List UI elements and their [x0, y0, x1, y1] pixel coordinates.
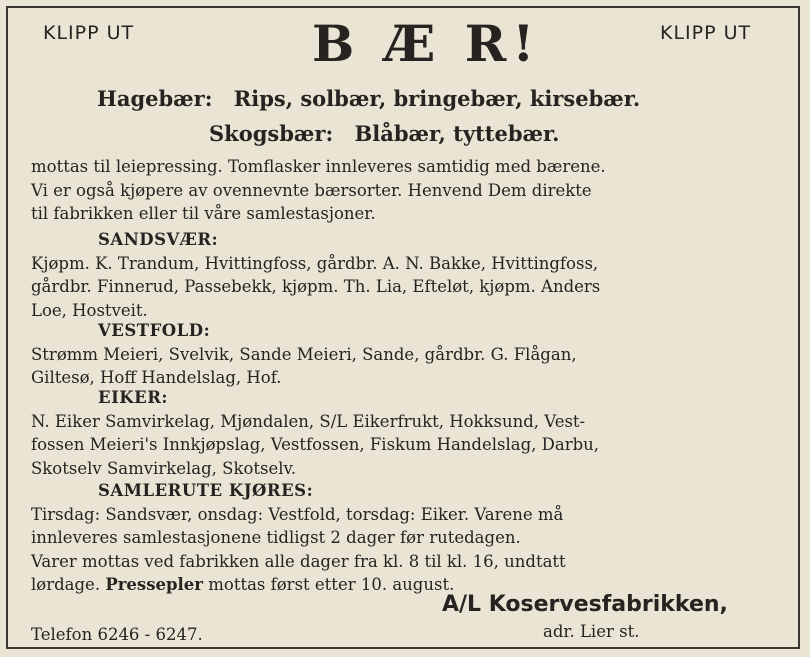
garden-berries-label: Hagebær: [97, 86, 213, 111]
intro-paragraph [31, 155, 606, 226]
garden-berries-list: Rips, solbær, bringebær, kirsebær. [233, 86, 641, 111]
company-name: A/L Koservesfabrikken, [442, 592, 728, 617]
section-eiker [31, 386, 599, 480]
ad-title: B Æ R! [312, 14, 541, 73]
forest-berries-list: Blåbær, tyttebær. [354, 121, 560, 146]
section-sandsvaer [31, 228, 600, 322]
section-line: Strømm Meieri, Svelvik, Sande Meieri, Sande, gårdbr. G. Flågan, [31, 344, 577, 364]
section-heading: SANDSVÆR: [98, 230, 219, 249]
forest-berries-line [209, 121, 559, 146]
final-line-start: lørdage. [31, 575, 101, 594]
section-line: Loe, Hostveit. [31, 300, 148, 320]
section-heading: SAMLERUTE KJØRES: [98, 481, 314, 500]
section-line: fossen Meieri's Innkjøpslag, Vestfossen, Fiskum Handelslag, Darbu, [31, 435, 600, 454]
section-heading: VESTFOLD: [98, 321, 211, 340]
section-line: Tirsdag: Sandsvær, onsdag: Vestfold, torsdag: Eiker. Varene må [31, 504, 564, 524]
clip-out-label-right: KLIPP UT [660, 22, 752, 44]
garden-berries-line [97, 86, 640, 111]
section-line: Giltesø, Hoff Handelslag, Hof. [31, 368, 282, 387]
clip-out-label-left: KLIPP UT [43, 22, 135, 44]
final-line-end: mottas først etter 10. august. [208, 575, 455, 594]
section-line: N. Eiker Samvirkelag, Mjøndalen, S/L Eikerfrukt, Hokksund, Vest- [31, 411, 586, 431]
forest-berries-label: Skogsbær: [209, 121, 334, 146]
intro-line: Vi er også kjøpere av ovennevnte bærsorter. Henvend Dem direkte [31, 180, 592, 200]
section-line: innleveres samlestasjonene tidligst 2 dager før rutedagen. [31, 528, 521, 547]
section-line: Skotselv Samvirkelag, Skotselv. [31, 458, 297, 478]
pressepler-emphasis: Pressepler [105, 575, 203, 594]
section-route [31, 479, 566, 597]
intro-line: mottas til leiepressing. Tomflasker innleveres samtidig med bærene. [31, 157, 606, 176]
company-address: adr. Lier st. [543, 622, 640, 641]
section-line: gårdbr. Finnerud, Passebekk, kjøpm. Th. Lia, Efteløt, kjøpm. Anders [31, 277, 601, 296]
section-line: Kjøpm. K. Trandum, Hvittingfoss, gårdbr. A. N. Bakke, Hvittingfoss, [31, 253, 599, 273]
section-heading: EIKER: [98, 388, 169, 407]
section-vestfold [31, 319, 577, 390]
intro-line: til fabrikken eller til våre samlestasjoner. [31, 204, 376, 223]
section-line: Varer mottas ved fabrikken alle dager fra kl. 8 til kl. 16, undtatt [31, 551, 566, 571]
telephone-number: Telefon 6246 - 6247. [31, 625, 203, 644]
